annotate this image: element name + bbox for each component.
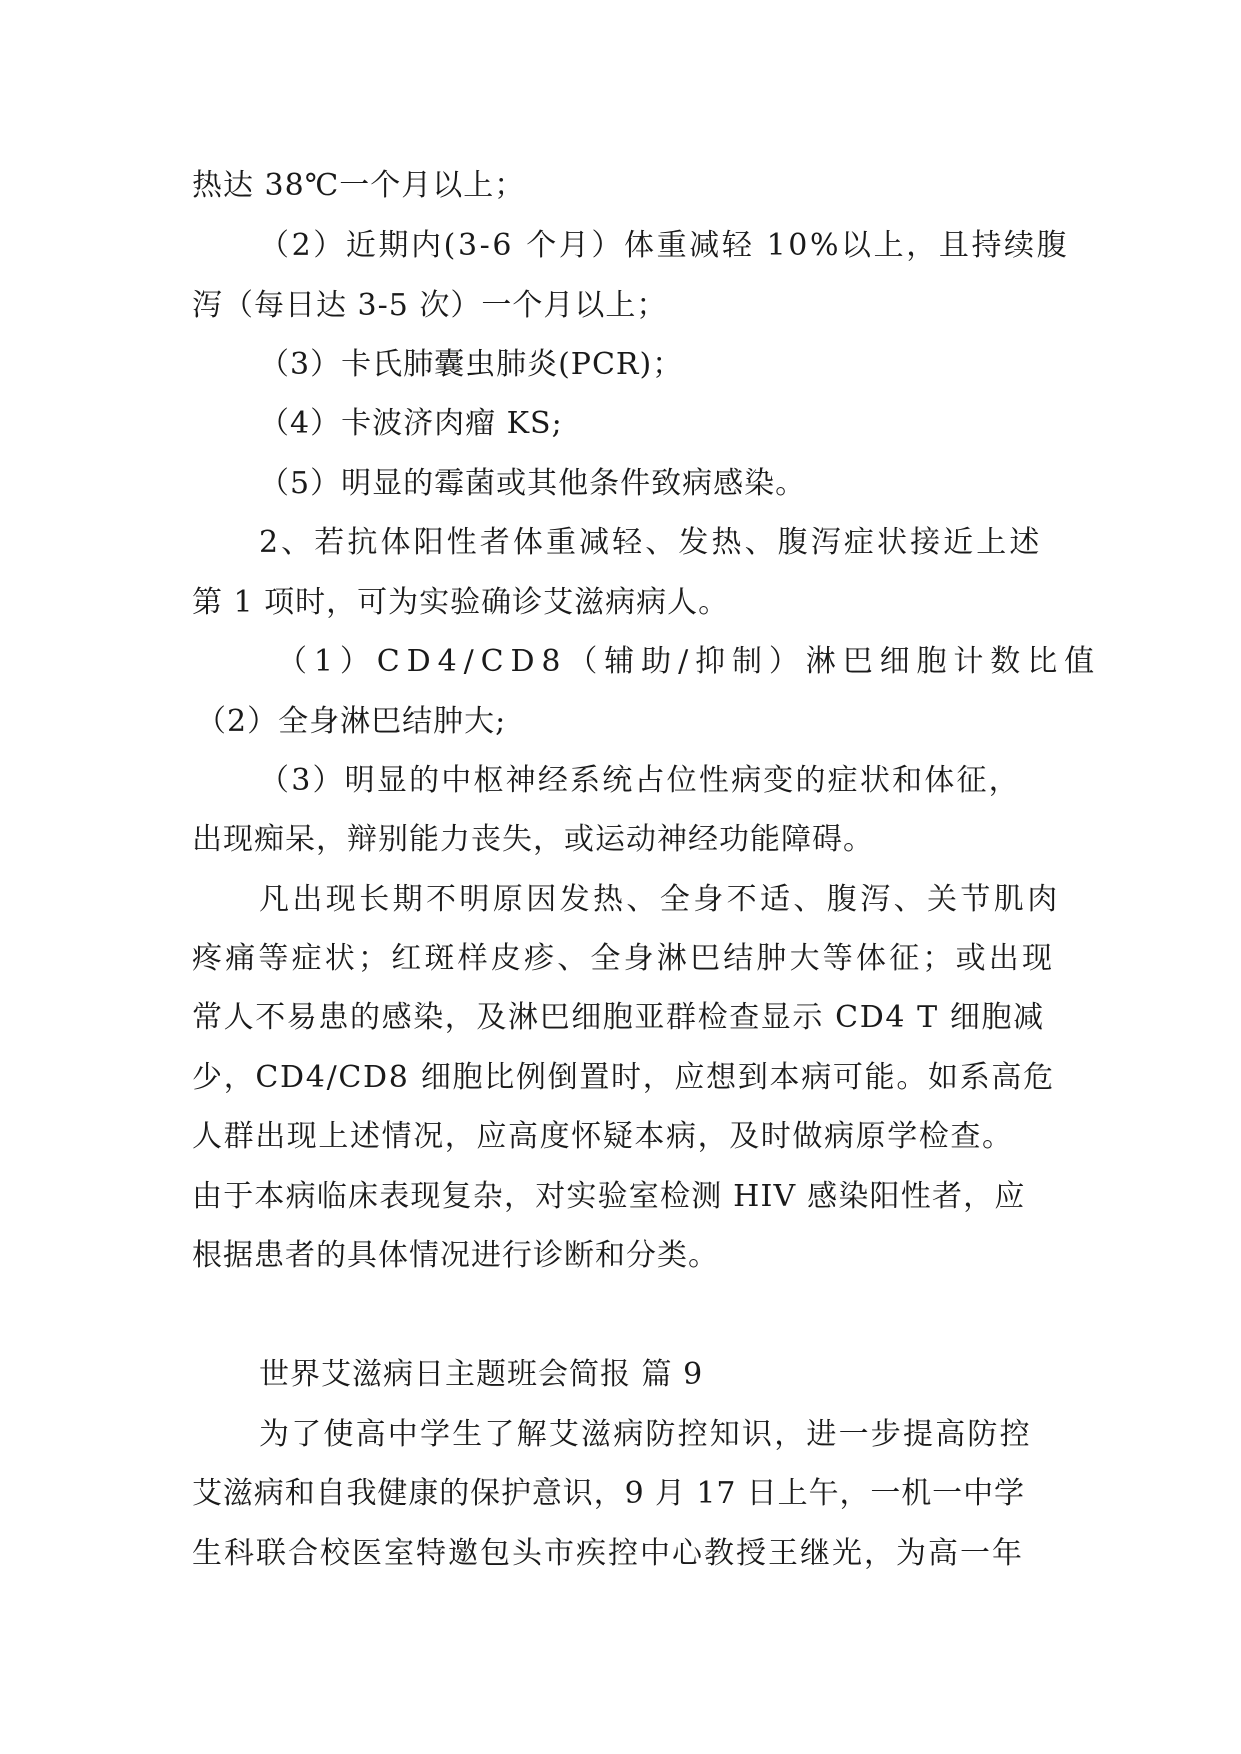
text-line: （3）卡氏肺囊虫肺炎(PCR)； (259, 347, 684, 382)
text-line: 疼痛等症状；红斑样皮疹、全身淋巴结肿大等体征；或出现 (192, 941, 1056, 976)
section-title: 世界艾滋病日主题班会简报 篇 9 (259, 1357, 704, 1392)
text-line: （3）明显的中枢神经系统占位性病变的症状和体征， (259, 763, 1021, 798)
text-line: （4）卡波济肉瘤 KS; (259, 406, 563, 441)
text-line: （2）近期内(3-6 个月）体重减轻 10%以上，且持续腹 (259, 228, 1070, 263)
text-line: （2）全身淋巴结肿大; (196, 704, 507, 739)
text-line: （1）CD4/CD8（辅助/抑制）淋巴细胞计数比值 (277, 644, 1101, 679)
text-line: 艾滋病和自我健康的保护意识，9 月 17 日上午，一机一中学 (192, 1476, 1025, 1511)
text-line: 根据患者的具体情况进行诊断和分类。 (192, 1238, 719, 1273)
text-line: 2、若抗体阳性者体重减轻、发热、腹泻症状接近上述 (259, 525, 1043, 560)
text-line: 为了使高中学生了解艾滋病防控知识，进一步提高防控 (259, 1417, 1032, 1452)
text-line: （5）明显的霉菌或其他条件致病感染。 (259, 466, 807, 501)
text-line: 常人不易患的感染，及淋巴细胞亚群检查显示 CD4 T 细胞减 (192, 1000, 1045, 1035)
text-line: 热达 38℃一个月以上； (192, 168, 526, 203)
text-line: 由于本病临床表现复杂，对实验室检测 HIV 感染阳性者，应 (192, 1179, 1026, 1214)
text-line: 人群出现上述情况，应高度怀疑本病，及时做病原学检查。 (192, 1119, 1014, 1154)
text-line: 凡出现长期不明原因发热、全身不适、腹泻、关节肌肉 (259, 882, 1061, 917)
text-line: 出现痴呆，辩别能力丧失，或运动神经功能障碍。 (192, 822, 874, 857)
text-line: 第 1 项时，可为实验确诊艾滋病病人。 (192, 585, 730, 620)
text-line: 少，CD4/CD8 细胞比例倒置时，应想到本病可能。如系高危 (192, 1060, 1055, 1095)
text-line: 泻（每日达 3-5 次）一个月以上； (192, 288, 668, 323)
text-line: 生科联合校医室特邀包头市疾控中心教授王继光，为高一年 (192, 1536, 1024, 1571)
